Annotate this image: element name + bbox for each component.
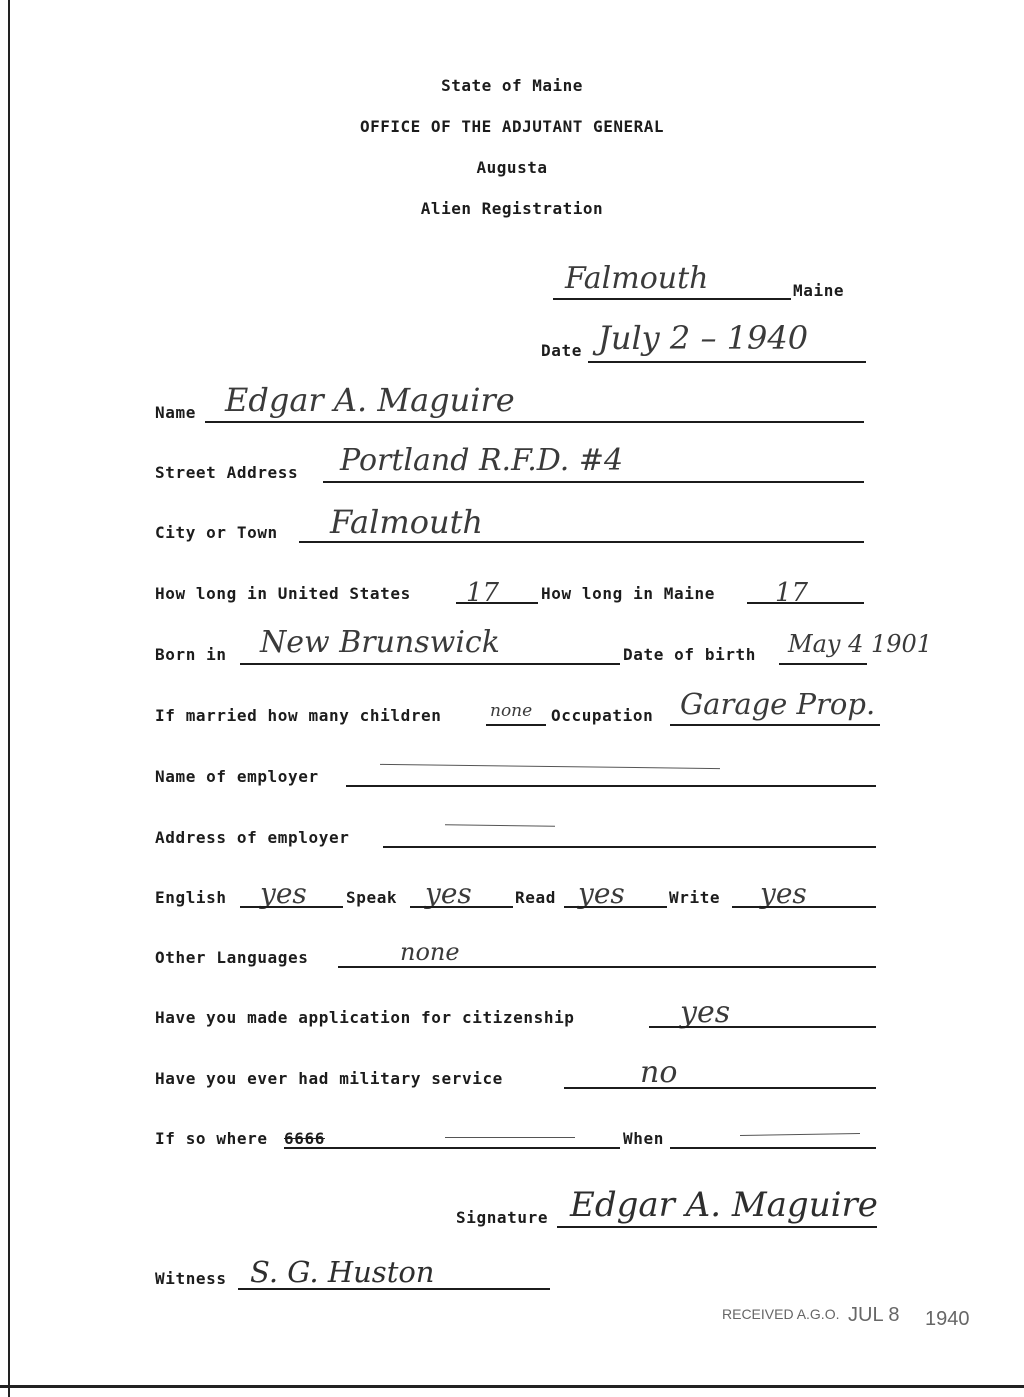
name-label: Name — [155, 403, 196, 422]
city-line — [299, 541, 864, 543]
born-in-label: Born in — [155, 645, 227, 664]
born-in-line — [240, 663, 620, 665]
name-value: Edgar A. Maguire — [225, 381, 515, 419]
how-long-maine-value: 17 — [775, 578, 809, 608]
signature-value: Edgar A. Maguire — [570, 1185, 878, 1225]
date-line — [588, 361, 866, 363]
employer-address-line — [383, 846, 876, 848]
employer-address-label: Address of employer — [155, 828, 350, 847]
occupation-value: Garage Prop. — [680, 687, 876, 721]
where-label: If so where — [155, 1129, 268, 1148]
where-struck-text: 6666 — [284, 1129, 325, 1148]
received-stamp-year: 1940 — [925, 1308, 970, 1330]
how-long-us-value: 17 — [466, 578, 500, 608]
page-border-bottom — [0, 1385, 1024, 1388]
date-of-birth-value: May 4 1901 — [788, 630, 933, 658]
how-long-us-line — [456, 602, 538, 604]
witness-label: Witness — [155, 1269, 227, 1288]
read-label: Read — [515, 888, 556, 907]
occupation-line — [670, 724, 880, 726]
military-value: no — [640, 1055, 678, 1090]
employer-name-dash — [380, 764, 720, 769]
header-city: Augusta — [476, 158, 548, 177]
town-value: Falmouth — [565, 261, 709, 296]
other-languages-label: Other Languages — [155, 948, 309, 967]
children-label: If married how many children — [155, 706, 442, 725]
date-of-birth-line — [779, 663, 867, 665]
occupation-label: Occupation — [551, 706, 654, 725]
citizenship-value: yes — [680, 995, 731, 1030]
military-line — [564, 1087, 876, 1089]
employer-name-label: Name of employer — [155, 767, 319, 786]
town-suffix: Maine — [793, 281, 845, 300]
town-line — [553, 298, 791, 300]
english-label: English — [155, 888, 227, 907]
read-value: yes — [578, 877, 625, 910]
witness-line — [238, 1288, 550, 1290]
received-stamp-text: RECEIVED A.G.O. — [722, 1306, 840, 1322]
date-value: July 2 – 1940 — [598, 319, 809, 357]
when-line — [670, 1147, 876, 1149]
citizenship-label: Have you made application for citizenship — [155, 1008, 575, 1027]
how-long-maine-label: How long in Maine — [541, 584, 715, 603]
street-address-label: Street Address — [155, 463, 299, 482]
header-office: OFFICE OF THE ADJUTANT GENERAL — [360, 117, 664, 136]
name-line — [205, 421, 864, 423]
where-line — [284, 1147, 620, 1149]
children-value: none — [490, 701, 533, 721]
street-address-line — [323, 481, 864, 483]
street-address-value: Portland R.F.D. #4 — [340, 443, 624, 478]
read-line — [564, 906, 667, 908]
write-label: Write — [669, 888, 721, 907]
how-long-us-label: How long in United States — [155, 584, 411, 603]
military-label: Have you ever had military service — [155, 1069, 503, 1088]
witness-value: S. G. Huston — [250, 1255, 435, 1289]
citizenship-line — [649, 1026, 876, 1028]
how-long-maine-line — [747, 602, 864, 604]
signature-label: Signature — [456, 1208, 549, 1227]
city-label: City or Town — [155, 523, 278, 542]
signature-line — [557, 1226, 877, 1228]
employer-address-dash — [445, 824, 555, 827]
write-line — [732, 906, 876, 908]
city-value: Falmouth — [330, 503, 484, 541]
speak-value: yes — [425, 877, 472, 910]
when-dash — [740, 1133, 860, 1136]
born-in-value: New Brunswick — [260, 625, 500, 660]
employer-name-line — [346, 785, 876, 787]
children-line — [486, 724, 546, 726]
speak-line — [410, 906, 513, 908]
date-label: Date — [541, 341, 582, 360]
header-title: Alien Registration — [420, 199, 604, 218]
speak-label: Speak — [346, 888, 398, 907]
other-languages-value: none — [400, 938, 460, 966]
write-value: yes — [760, 877, 807, 910]
where-dash — [445, 1137, 575, 1138]
header-state: State of Maine — [441, 76, 583, 95]
received-stamp-date: JUL 8 — [848, 1304, 900, 1326]
date-of-birth-label: Date of birth — [623, 645, 757, 664]
when-label: When — [623, 1129, 664, 1148]
other-languages-line — [338, 966, 876, 968]
english-value: yes — [260, 877, 307, 910]
english-line — [240, 906, 343, 908]
